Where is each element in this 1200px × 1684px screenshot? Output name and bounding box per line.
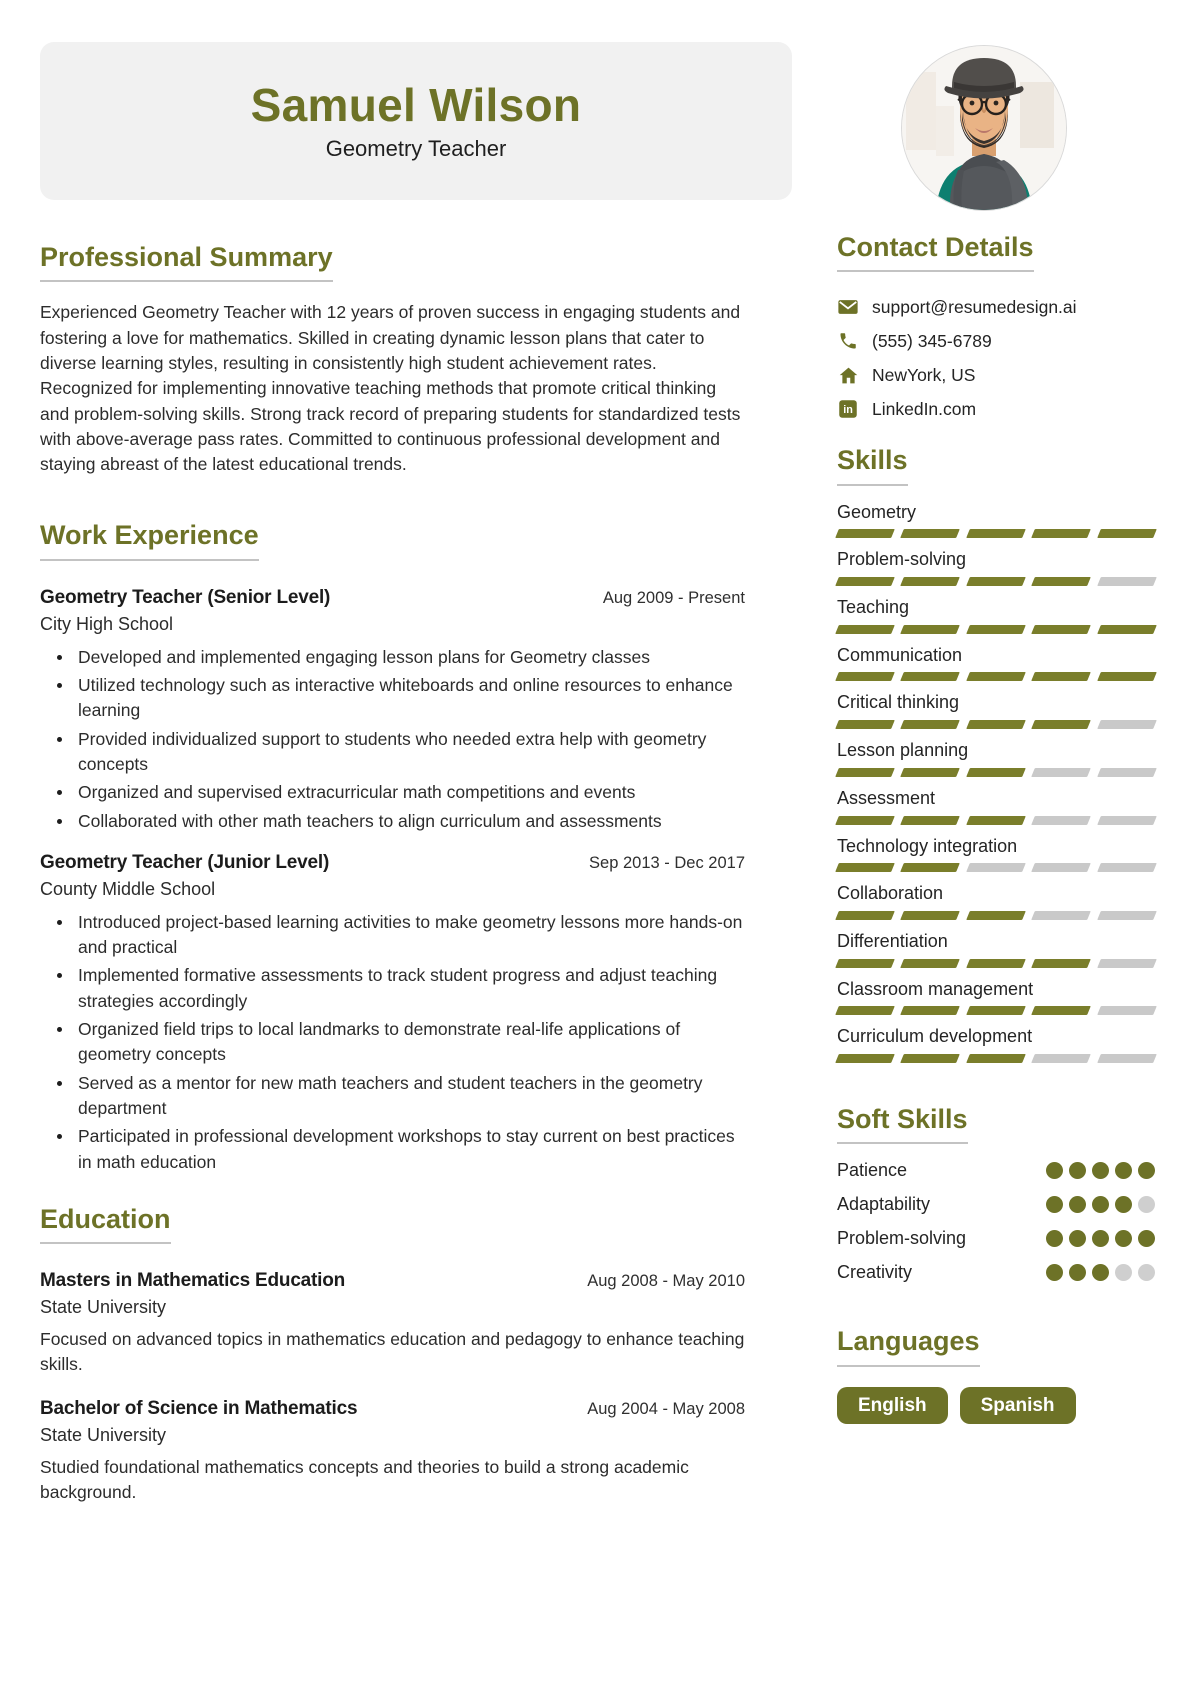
soft-skill-dots — [1046, 1196, 1155, 1213]
language-badge: Spanish — [960, 1387, 1076, 1425]
skill-row — [837, 502, 1155, 539]
job-company: County Middle School — [40, 878, 216, 899]
soft-skill-label: Creativity — [837, 1262, 913, 1283]
header-card — [40, 42, 792, 200]
skill-bar — [837, 577, 1155, 586]
skill-label: Problem-solving — [837, 549, 967, 570]
skill-label: Lesson planning — [837, 740, 969, 761]
job-company: City High School — [40, 613, 174, 634]
skill-label: Classroom management — [837, 978, 1034, 999]
education-entry-head — [40, 1398, 745, 1420]
education-entry — [40, 1270, 745, 1378]
profile-photo — [901, 45, 1067, 211]
soft-skill-row — [837, 1228, 1155, 1249]
skill-row — [837, 788, 1155, 825]
skill-row — [837, 645, 1155, 682]
education-date: Aug 2008 - May 2010 — [587, 1272, 745, 1291]
soft-skill-row — [837, 1160, 1155, 1181]
languages-heading: Languages — [837, 1327, 980, 1366]
skill-label: Differentiation — [837, 930, 948, 951]
contact-item-location[interactable] — [837, 364, 1155, 386]
skills-heading: Skills — [837, 446, 908, 485]
profile-photo-illustration — [902, 46, 1066, 210]
home-icon — [837, 364, 859, 386]
summary-section — [40, 243, 745, 477]
job-date: Sep 2013 - Dec 2017 — [589, 853, 745, 872]
contact-item-linkedin[interactable] — [837, 398, 1155, 420]
skill-bar — [837, 672, 1155, 681]
skill-label: Curriculum development — [837, 1026, 1033, 1047]
soft-skill-label: Adaptability — [837, 1194, 931, 1215]
soft-skills-section — [837, 1105, 1155, 1283]
job-bullet: Introduced project-based learning activities to make geometry lessons more hands-on and practical — [40, 910, 745, 961]
summary-text: Experienced Geometry Teacher with 12 years of proven success in engaging students and fostering a love for mathematics. Skilled in creating dynamic lesson plans that cater to diverse learning styles, resulting in consistently high student achievement rates. Recognized for implementing innovative teaching methods that promote critical thinking and problem-solving skills. Strong track record of preparing students for standardized tests with above-average pass rates. Committed to continuous professional development and staying abreast of the latest educational trends. — [40, 302, 741, 475]
contact-heading: Contact Details — [837, 233, 1034, 272]
job-bullet: Provided individualized support to students who needed extra help with geometry concepts — [40, 727, 745, 778]
languages-section — [837, 1327, 1155, 1424]
job-bullet: Collaborated with other math teachers to align curriculum and assessments — [40, 809, 745, 834]
skill-row — [837, 883, 1155, 920]
skill-bar — [837, 1054, 1155, 1063]
skill-bar — [837, 1006, 1155, 1015]
skill-bar — [837, 863, 1155, 872]
envelope-icon — [837, 296, 859, 318]
degree-title: Bachelor of Science in Mathematics — [40, 1397, 358, 1419]
main-column — [40, 243, 745, 1525]
soft-skill-dots — [1046, 1230, 1155, 1247]
skill-bar — [837, 959, 1155, 968]
skill-bar — [837, 529, 1155, 538]
skills-section — [837, 446, 1155, 1063]
soft-skill-dots — [1046, 1162, 1155, 1179]
soft-skill-label: Patience — [837, 1160, 908, 1181]
skill-label: Collaboration — [837, 883, 944, 904]
contact-item-phone[interactable] — [837, 330, 1155, 352]
education-description: Studied foundational mathematics concepts and theories to build a strong academic background. — [40, 1456, 689, 1503]
job-title: Geometry Teacher (Junior Level) — [40, 851, 330, 873]
job-bullet: Organized and supervised extracurricular math competitions and events — [40, 780, 745, 805]
contact-item-email[interactable] — [837, 296, 1155, 318]
sidebar-column — [837, 233, 1155, 1525]
education-heading: Education — [40, 1205, 171, 1244]
job-bullets — [40, 645, 745, 834]
job-bullets — [40, 910, 745, 1175]
skill-row — [837, 740, 1155, 777]
skill-label: Technology integration — [837, 835, 1018, 856]
language-badges — [837, 1387, 1155, 1425]
skill-label: Teaching — [837, 597, 910, 618]
skill-row — [837, 549, 1155, 586]
soft-skills-heading: Soft Skills — [837, 1105, 968, 1144]
job-bullet: Utilized technology such as interactive whiteboards and online resources to enhance learning — [40, 673, 745, 724]
skill-row — [837, 931, 1155, 968]
job-entry-head — [40, 587, 745, 609]
job-bullet: Participated in professional development workshops to stay current on best practices in math education — [40, 1124, 745, 1175]
job-entry — [40, 852, 745, 1175]
work-heading: Work Experience — [40, 521, 259, 560]
skill-row — [837, 1026, 1155, 1063]
skill-bar — [837, 720, 1155, 729]
skill-label: Geometry — [837, 501, 917, 522]
education-entry-head — [40, 1270, 745, 1292]
soft-skill-row — [837, 1194, 1155, 1215]
degree-title: Masters in Mathematics Education — [40, 1270, 346, 1292]
job-bullet: Developed and implemented engaging lesson plans for Geometry classes — [40, 645, 745, 670]
skill-label: Critical thinking — [837, 692, 960, 713]
skill-bar — [837, 768, 1155, 777]
skill-label: Assessment — [837, 787, 936, 808]
language-badge: English — [837, 1387, 948, 1425]
job-entry-head — [40, 852, 745, 874]
phone-icon — [837, 330, 859, 352]
job-title: Geometry Teacher (Senior Level) — [40, 586, 331, 608]
skill-row — [837, 692, 1155, 729]
work-experience-section — [40, 521, 745, 1174]
contact-list — [837, 296, 1155, 420]
candidate-name: Samuel Wilson — [250, 79, 582, 131]
skill-bar — [837, 911, 1155, 920]
contact-phone-text: (555) 345-6789 — [872, 330, 992, 351]
contact-section — [837, 233, 1155, 420]
job-bullet: Served as a mentor for new math teachers and student teachers in the geometry department — [40, 1071, 745, 1122]
job-entry — [40, 587, 745, 834]
content-columns — [40, 232, 1155, 1525]
contact-linkedin-text: LinkedIn.com — [872, 398, 977, 419]
contact-email-text: support@resumedesign.ai — [872, 296, 1077, 317]
linkedin-icon — [837, 398, 859, 420]
skill-bar — [837, 625, 1155, 634]
skill-label: Communication — [837, 644, 963, 665]
svg-text:in: in — [843, 404, 853, 417]
education-description: Focused on advanced topics in mathematics education and pedagogy to enhance teaching skills. — [40, 1329, 745, 1375]
job-bullet: Implemented formative assessments to track student progress and adjust teaching strategies accordingly — [40, 963, 745, 1014]
job-date: Aug 2009 - Present — [602, 588, 745, 607]
education-date: Aug 2004 - May 2008 — [587, 1399, 745, 1418]
education-school: State University — [40, 1297, 167, 1318]
soft-skill-label: Problem-solving — [837, 1228, 967, 1249]
education-section — [40, 1205, 745, 1506]
summary-heading: Professional Summary — [40, 243, 333, 282]
candidate-job-title: Geometry Teacher — [325, 136, 507, 161]
skill-bar — [837, 816, 1155, 825]
skill-row — [837, 979, 1155, 1016]
soft-skill-dots — [1046, 1264, 1155, 1281]
education-school: State University — [40, 1424, 167, 1445]
job-bullet: Organized field trips to local landmarks to demonstrate real-life applications of geometry concepts — [40, 1017, 745, 1068]
soft-skill-row — [837, 1262, 1155, 1283]
skill-row — [837, 836, 1155, 873]
skill-row — [837, 597, 1155, 634]
education-entry — [40, 1398, 745, 1506]
contact-location-text: NewYork, US — [872, 364, 976, 385]
